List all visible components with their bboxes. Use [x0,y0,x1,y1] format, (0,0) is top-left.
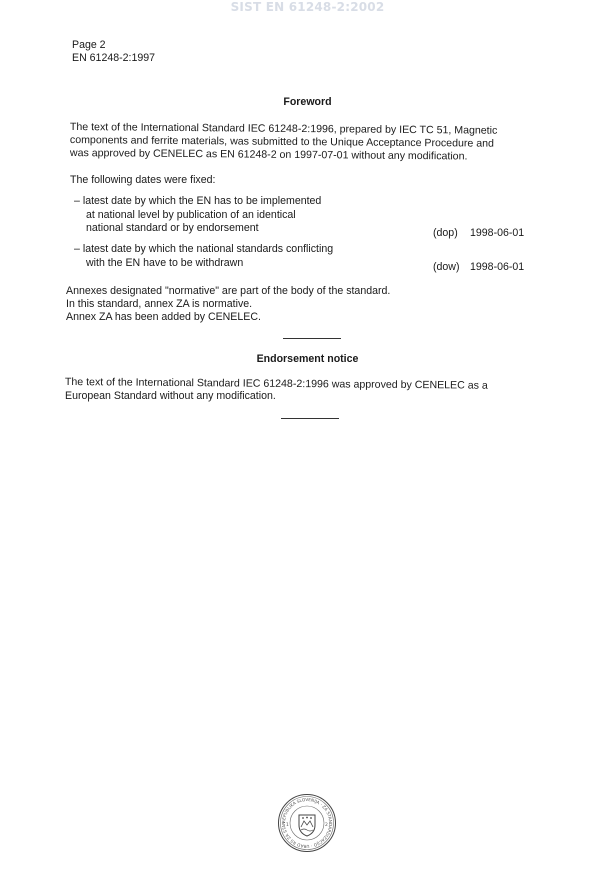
dop-code: (dop) [433,227,458,239]
foreword-para-line-3: was approved by CENELEC as EN 61248-2 on 1997-07-01 without any modification. [69,147,468,163]
dow-line-1: – latest date by which the national standards conflicting [74,243,334,255]
official-seal-stamp [277,793,337,853]
end-divider [281,418,339,419]
coat-of-arms-icon [299,815,315,836]
endorsement-line-2: European Standard without any modification. [65,390,276,402]
endorsement-heading: Endorsement notice [256,353,359,365]
page-number: Page 2 [72,39,106,51]
dop-date: 1998-06-01 [470,227,525,239]
watermark-title: SIST EN 61248-2:2002 [230,0,385,14]
foreword-para-line-1: The text of the International Standard IEC 61248-2:1996, prepared by IEC TC 51, Magnetic [69,121,498,137]
dow-code: (dow) [433,261,460,273]
document-code: EN 61248-2:1997 [72,52,156,64]
dates-intro: The following dates were fixed: [70,174,216,186]
foreword-heading: Foreword [283,96,332,108]
dop-line-3: national standard or by endorsement [86,222,259,234]
seal-ring-text: REPUBLIKA SLOVENIJA · ZA STANDARDIZACIJO · URAD RS ZA STAN [280,796,334,850]
section-divider [283,338,341,339]
seal-number-left: 1 [286,823,289,828]
dop-line-1: – latest date by which the EN has to be implemented [74,195,322,207]
annex-line-2: In this standard, annex ZA is normative. [66,298,253,310]
dow-date: 1998-06-01 [470,261,525,273]
seal-number-right: 2 [325,823,328,828]
annex-line-1: Annexes designated "normative" are part of the body of the standard. [66,285,391,297]
dow-line-2: with the EN have to be withdrawn [86,257,244,269]
annex-line-3: Annex ZA has been added by CENELEC. [66,311,261,323]
foreword-para-line-2: components and ferrite materials, was submitted to the Unique Acceptance Procedure and [69,134,494,150]
endorsement-line-1: The text of the International Standard IEC 61248-2:1996 was approved by CENELEC as a [64,376,488,392]
dop-line-2: at national level by publication of an identical [86,209,296,221]
